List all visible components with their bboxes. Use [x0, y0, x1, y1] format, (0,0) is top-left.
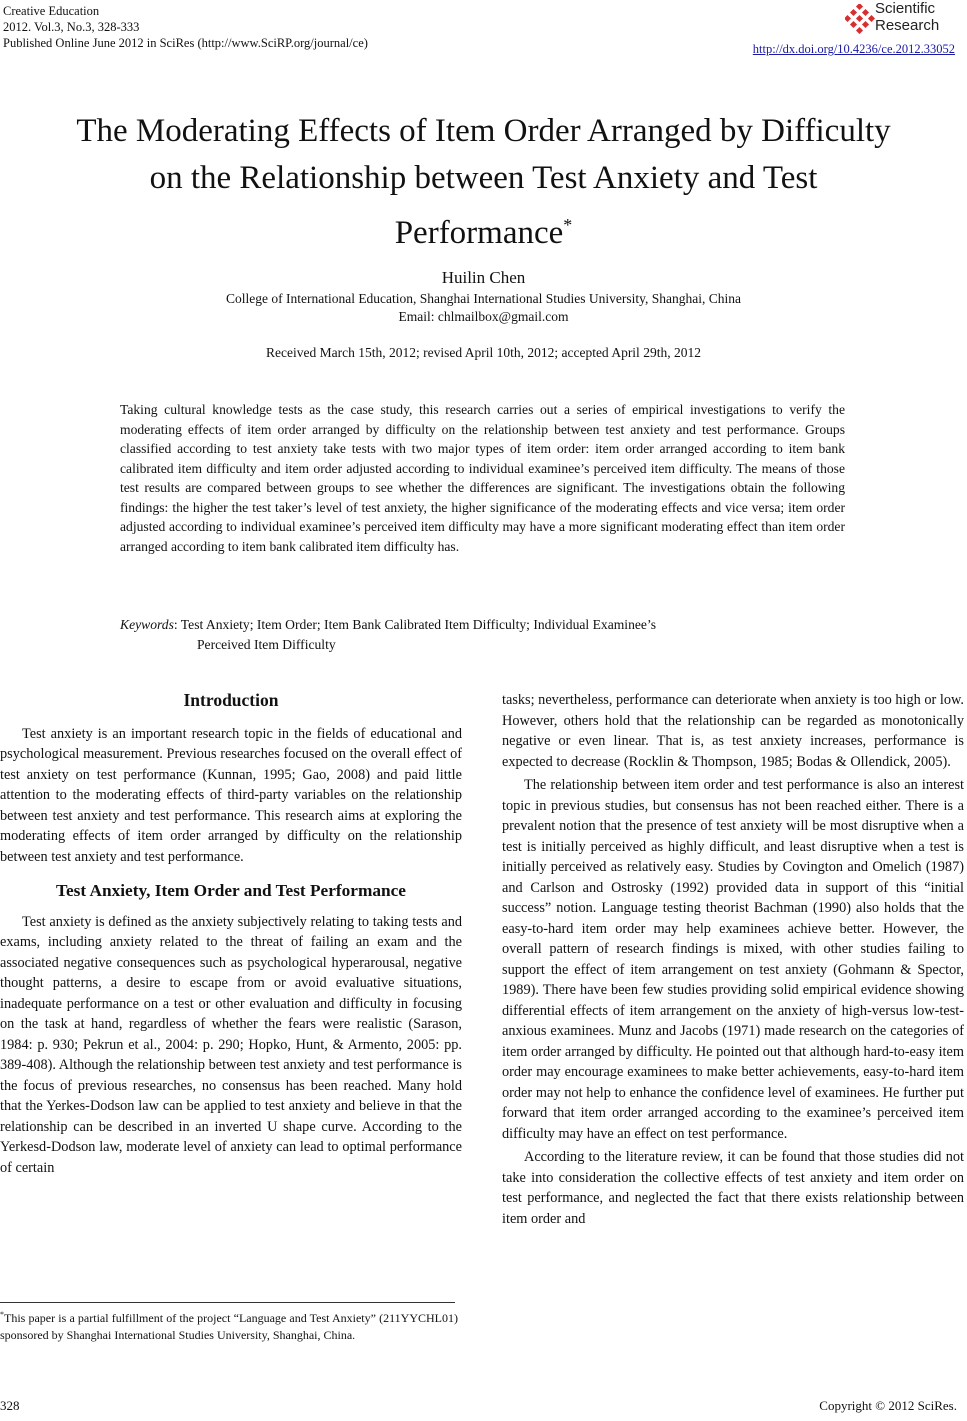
- paper-title: [60, 108, 907, 257]
- paper-title-text: The Moderating Effects of Item Order Arranged by Difficulty on the Relationship between Test Anxiety and Test Performance: [76, 113, 891, 251]
- intro-paragraph: Test anxiety is an important research topic in the fields of educational and psychological measurement. Previous researches focused on the overall effect of test anxiety on test performance (Kunnan, 1995; Gao, 2008) and paid little attention to the moderating effects of third-party variables on the relationship between test anxiety and test performance. This research aims at exploring the moderating effects of item order arranged by difficulty on the relationship between test anxiety and test performance.: [0, 725, 462, 865]
- doi-link[interactable]: http://dx.doi.org/10.4236/ce.2012.33052: [752, 42, 955, 56]
- author-affiliation: College of International Education, Shanghai International Studies University, Shanghai, China: [225, 291, 741, 306]
- journal-published: Published Online June 2012 in SciRes (http://www.SciRP.org/journal/ce): [3, 36, 368, 50]
- footnote-divider: [0, 1302, 455, 1303]
- right-column: [502, 690, 964, 1229]
- keywords: [120, 615, 845, 654]
- right-paragraph-3: According to the literature review, it can be found that those studies did not take into consideration the collective effects of test anxiety and item order on test performance, and neglected the fact that there exists relationship between item order and: [502, 1149, 964, 1227]
- footnote: [0, 1306, 458, 1344]
- logo-line-1: Scientific: [875, 0, 936, 17]
- footnote-text: This paper is a partial fulfillment of the project “Language and Test Anxiety” (211YYCHL01) sponsored by Shanghai International Studies University, Shanghai, China.: [0, 1311, 458, 1342]
- right-paragraph-1: tasks; nevertheless, performance can deteriorate when anxiety is too high or low. However, others hold that the relationship can be regarded as monotonically negative or even linear. That is, as test anxiety increases, performance is expected to decrease (Rocklin & Thompson, 1985; Bodas & Ollendick, 2005).: [502, 692, 964, 770]
- footnote-mark: *: [0, 1310, 4, 1319]
- section2-heading: Test Anxiety, Item Order and Test Performance: [56, 881, 406, 900]
- abstract: Taking cultural knowledge tests as the case study, this research carries out a series of empirical investigations to verify the moderating effects of item order arranged by difficulty on the relationship between test anxiety and test performance. Groups classified according to test anxiety take tests with two major types of item order: item order arranged according to item bank calibrated item difficulty and item order adjusted according to individual examinee’s perceived item difficulty. The means of those test results are compared between groups to see whether the differences are significant. The investigations obtain the following findings: the higher the test taker’s level of test anxiety, the higher significance of the moderating effects and vice versa; item order adjusted according to individual examinee’s perceived item difficulty may have a more significant moderating effect than item order arranged according to item bank calibrated item difficulty has.: [120, 402, 845, 554]
- author-email: Email: chlmailbox@gmail.com: [398, 309, 569, 324]
- author-name: Huilin Chen: [441, 268, 526, 287]
- right-paragraph-2: The relationship between item order and test performance is also an interest topic in previous studies, but consensus has not been reached either. There is a prevalent notion that the presence of test anxiety will be most disruptive when a test is initially perceived as highly difficult, and least disruptive when a test is initially perceived as relatively easy. Studies by Covington and Omelich (1987) and Carlson and Ostrosky (1992) provided data in support of this “initial success” notion. Language testing theorist Bachman (1990) also holds that the easy-to-hard item order may help examinees achieve better. However, the overall pattern of research findings is mixed, with other studies failing to support the effect of item arrangement on test anxiety (Gohmann & Spector, 1989). There have been few studies providing solid empirical evidence showing differential effects of item arrangement on the anxiety of high-versus low-test-anxious examinees. Munz and Jacobs (1971) made research on the categories of item order arranged by difficulty. He pointed out that although hard-to-easy item order may encourage examinees to make better achievements, easy-to-hard item order may not help to enhance the confidence level of examinees. He further put forward that item order arranged according to the examinee’s perceived item difficulty may have an effect on test performance.: [502, 777, 964, 1142]
- keywords-line-2: Perceived Item Difficulty: [197, 636, 336, 652]
- keywords-label: Keywords: [120, 617, 174, 632]
- intro-heading: Introduction: [183, 690, 279, 710]
- title-footnote-mark: *: [563, 215, 573, 235]
- journal-header: [3, 3, 368, 51]
- journal-volume: 2012. Vol.3, No.3, 328-333: [3, 20, 140, 34]
- publisher-logo: [845, 0, 955, 38]
- doi-link-wrap: [753, 42, 955, 57]
- logo-line-2: Research: [875, 17, 940, 34]
- copyright: Copyright © 2012 SciRes.: [819, 1398, 957, 1413]
- journal-name: Creative Education: [3, 4, 100, 18]
- logo-icon: [845, 4, 875, 34]
- received-dates: Received March 15th, 2012; revised April 10th, 2012; accepted April 29th, 2012: [266, 345, 701, 360]
- section2-paragraph: Test anxiety is defined as the anxiety subjectively relating to taking tests and exams, including anxiety related to the threat of failing an exam and the associated negative consequences such as psychological hyperarousal, negative thought patterns, a desire to escape from or avoid evaluative situations, inadequate performance on a test or other evaluation and difficulty in focusing on the task at hand, regardless of whether the fears were realistic (Sarason, 1984: p. 930; Pekrun et al., 2004: p. 290; Hopko, Hunt, & Armento, 2005: pp. 389-408). Although the relationship between test anxiety and test performance is the focus of previous researches, no consensus has been reached. Many hold that the Yerkes-Dodson law can be applied to test anxiety and believe in that the relationship can be described in an inverted U shape curve. According to the Yerkesd-Dodson law, moderate level of anxiety can lead to optimal performance of certain: [0, 913, 462, 1176]
- page-number: 328: [0, 1398, 20, 1413]
- keywords-line-1: : Test Anxiety; Item Order; Item Bank Calibrated Item Difficulty; Individual Examinee’s: [173, 617, 657, 632]
- left-column: [0, 690, 462, 1178]
